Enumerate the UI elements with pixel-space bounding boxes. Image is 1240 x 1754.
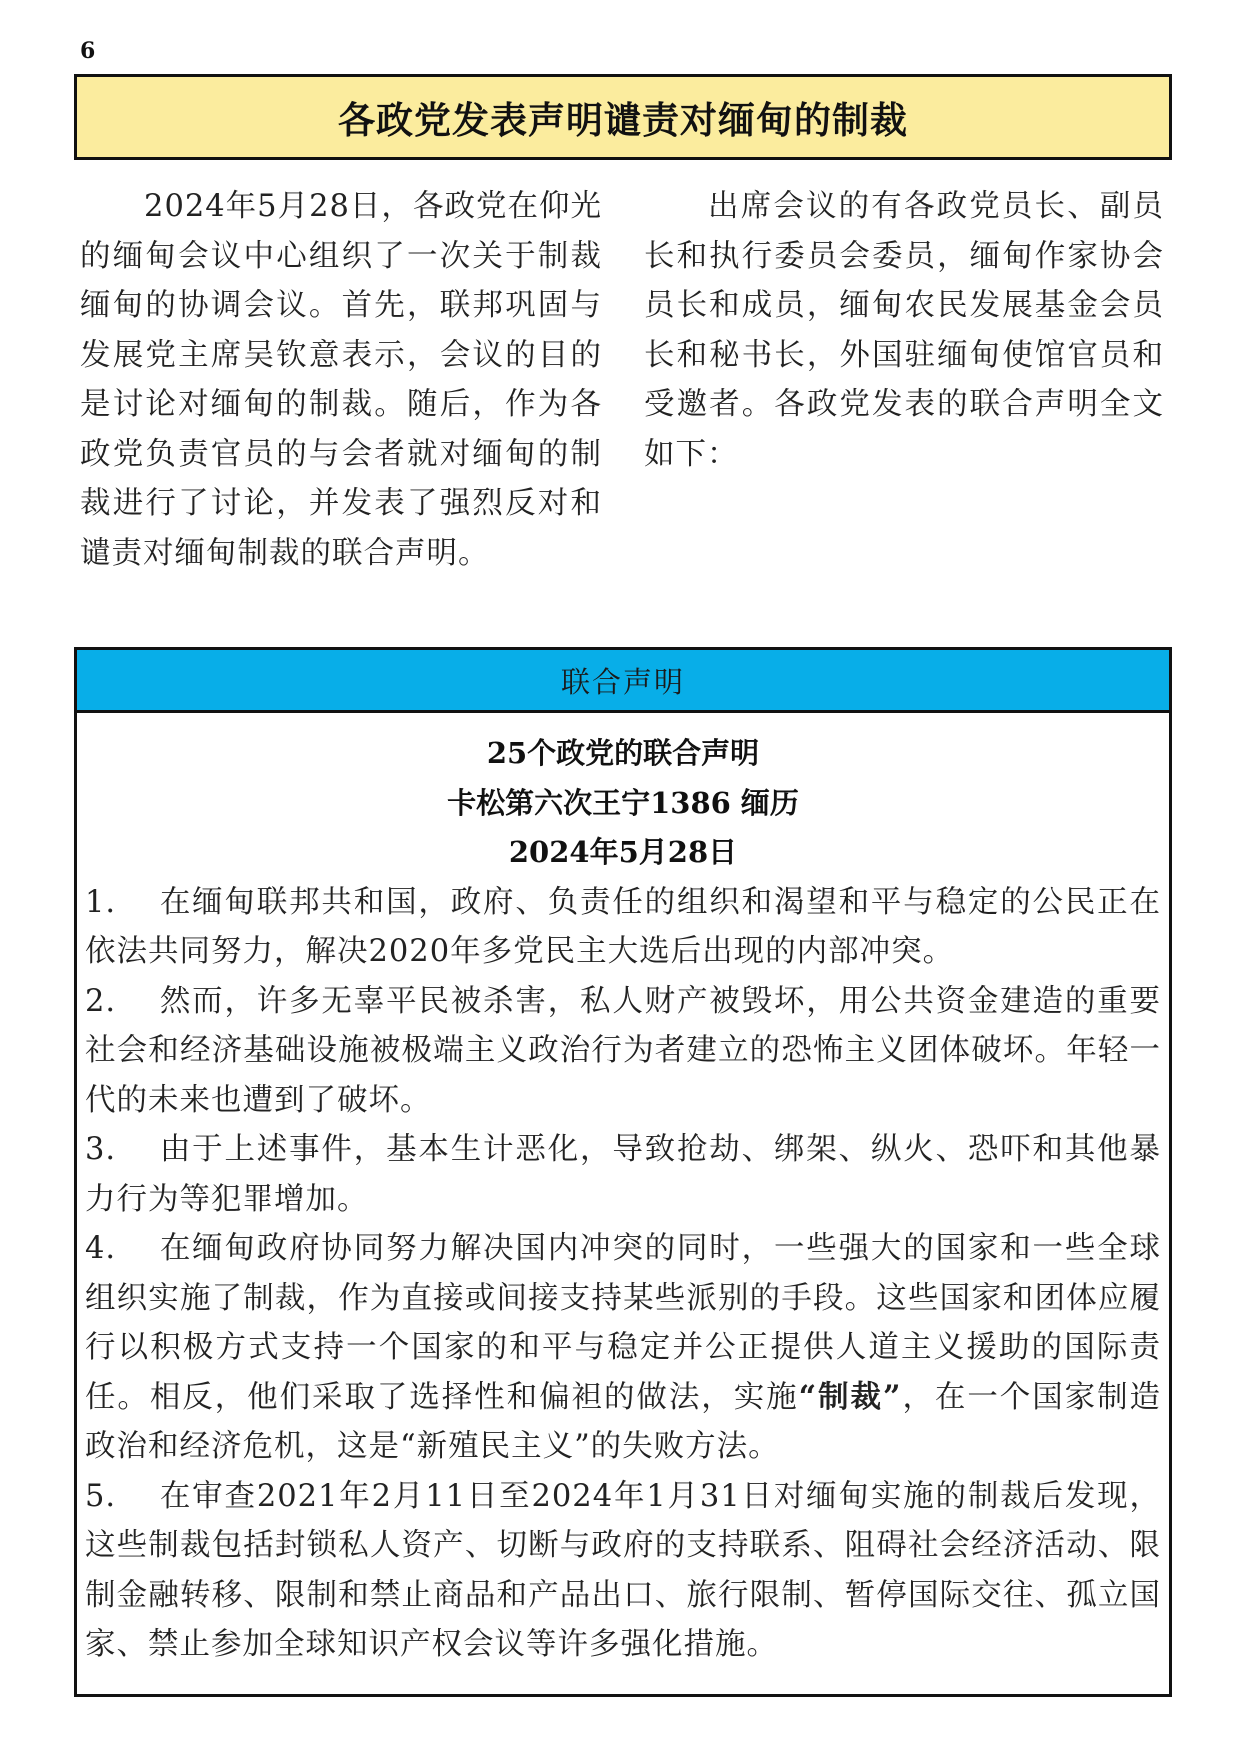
page-number: 6	[80, 38, 96, 64]
statement-item	[85, 977, 1161, 1126]
statement-item	[85, 1224, 1161, 1472]
statement-heading-block	[77, 713, 1169, 878]
item-text: 由于上述事件，基本生计恶化，导致抢劫、绑架、纵火、恐吓和其他暴力行为等犯罪增加。	[85, 1132, 1161, 1217]
item-number: 1.	[85, 884, 117, 920]
statement-heading-line2: 卡松第六次王宁1386 缅历	[447, 785, 799, 820]
intro-right-column	[644, 182, 1164, 479]
joint-statement-box	[74, 647, 1172, 1697]
statement-item	[85, 1125, 1161, 1224]
statement-header-label: 联合声明	[560, 664, 685, 699]
statement-item	[85, 1472, 1161, 1670]
page-title: 各政党发表声明谴责对缅甸的制裁	[338, 99, 908, 142]
statement-heading-line1: 25个政党的联合声明	[486, 736, 760, 770]
statement-header-bar	[77, 650, 1169, 713]
item-number: 2.	[85, 983, 117, 1019]
title-banner	[74, 74, 1172, 160]
item-text: 在审查2021年2月11日至2024年1月31日对缅甸实施的制裁后发现，这些制裁包括封锁私人资产、切断与政府的支持联系、阻碍社会经济活动、限制金融转移、限制和禁止商品和产品出口、旅行限制、暂停国际交往、孤立国家、禁止参加全球知识产权会议等许多强化措施。	[85, 1478, 1161, 1662]
statement-items	[77, 878, 1169, 1670]
statement-item	[85, 878, 1161, 977]
intro-paragraph-right: 出席会议的有各政党员长、副员长和执行委员会委员，缅甸作家协会员长和成员，缅甸农民发展基金会员长和秘书长，外国驻缅甸使馆官员和受邀者。各政党发表的联合声明全文如下：	[644, 189, 1164, 472]
item-number: 5.	[85, 1478, 117, 1514]
item-text: 然而，许多无辜平民被杀害，私人财产被毁坏，用公共资金建造的重要社会和经济基础设施被极端主义政治行为者建立的恐怖主义团体破坏。年轻一代的未来也遭到了破坏。	[85, 983, 1161, 1118]
intro-left-column	[80, 182, 602, 578]
item-text: ，在一个国家制造政治和经济危机，这是“新殖民主义”的失败方法。	[85, 1379, 1162, 1464]
statement-date: 2024年5月28日	[508, 835, 738, 869]
item-text: 在缅甸政府协同努力解决国内冲突的同时，一些强大的国家和一些全球组织实施了制裁，作为直接或间接支持某些派别的手段。这些国家和团体应履行以积极方式支持一个国家的和平与稳定并公正提供人道主义援助的国际责任。相反，他们采取了选择性和偏袒的做法，实施	[85, 1231, 1161, 1415]
item-text: 在缅甸联邦共和国，政府、负责任的组织和渴望和平与稳定的公民正在依法共同努力，解决2020年多党民主大选后出现的内部冲突。	[85, 884, 1161, 969]
intro-paragraph-left: 2024年5月28日，各政党在仰光的缅甸会议中心组织了一次关于制裁缅甸的协调会议。首先，联邦巩固与发展党主席吴钦意表示，会议的目的是讨论对缅甸的制裁。随后，作为各政党负责官员的与会者就对缅甸的制裁进行了讨论，并发表了强烈反对和谴责对缅甸制裁的联合声明。	[80, 189, 602, 571]
item-text-emphasis: “制裁”	[798, 1378, 902, 1415]
item-number: 3.	[85, 1132, 117, 1167]
item-number: 4.	[85, 1231, 117, 1266]
